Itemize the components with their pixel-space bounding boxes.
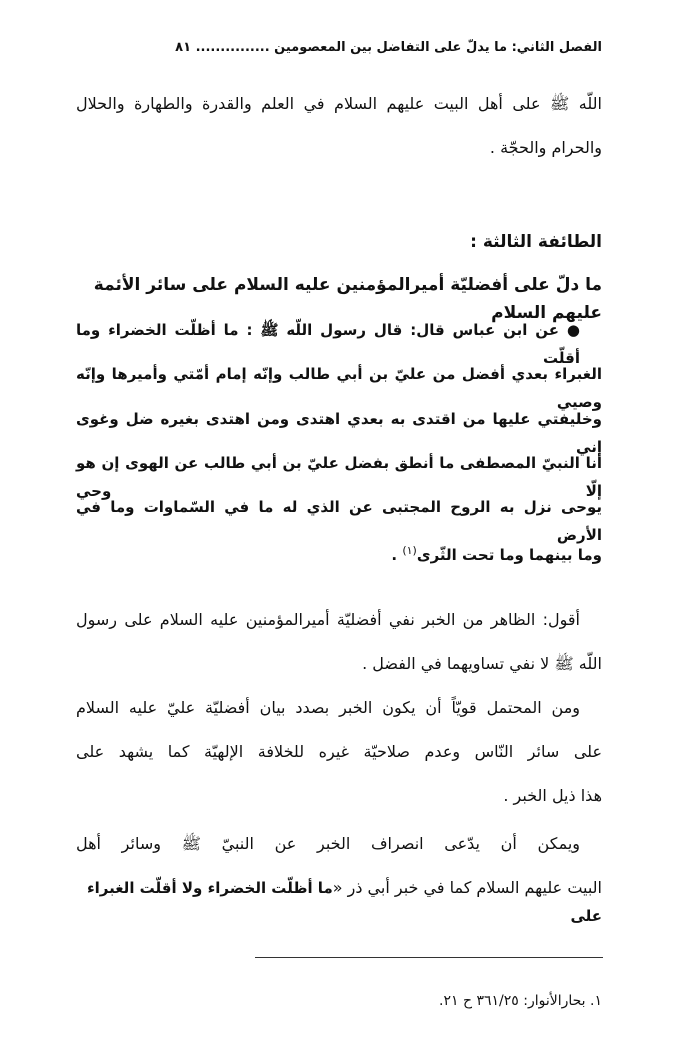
section-title: ما دلّ على أفضليّة أميرالمؤمنين عليه السلام على سائر الأئمة عليهم السلام [93,275,602,323]
footnote: ١. بحارالأنوار: ٣٦١/٢٥ ح ٢١. [439,993,602,1009]
chapter-title: الفصل الثاني: ما يدلّ على التفاضل بين المعصومين [274,40,602,55]
page-number: ٨١ [175,40,192,55]
body-line-mixed [76,874,602,930]
footnote-ref[interactable]: (١) [402,544,417,557]
hadith-line: يوحى نزل به الروح المجتبى عن الذي له ما في السّماوات وما في الأرض [76,498,602,544]
hadith-line: وخليفتي عليها من اقتدى به بعدي اهتدى ومن اهتدى بغيره ضل وغوى إني [76,410,602,456]
body-line: أقول: الظاهر من الخبر نفي أفضليّة أميرالمؤمنين عليه السلام على رسول [76,610,580,629]
body-line: اللّه ﷺ على أهل البيت عليهم السلام في العلم والقدرة والطهارة والحلال [76,94,602,113]
hadith-last-line [76,537,602,569]
body-line: ويمكن أن يدّعى انصراف الخبر عن النبيّ ﷺ وسائر أهل [76,834,580,853]
bold-quote: ما أظلّت الخضراء ولا أقلّت الغبراء على [86,879,602,925]
hadith-end: . [391,546,398,564]
section-heading: الطائفة الثالثة : [470,232,602,252]
footnote-divider [255,957,603,958]
hadith-line: أنا النبيّ المصطفى ما أنطق بفضل عليّ بن أبي طالب عن الهوى إن هو إلّا وحي [76,454,602,500]
hadith-line: ● عن ابن عباس قال: قال رسول اللّه ﷺ : ما أظلّت الخضراء وما أقلّت [76,321,580,367]
body-text: البيت عليهم السلام كما في خبر أبي ذر « [332,878,602,897]
running-header [76,34,602,62]
body-line: اللّه ﷺ لا نفي تساويهما في الفضل . [362,654,602,673]
hadith-line: الغبراء بعدي أفضل من عليّ بن أبي طالب وإنّه إمام أمّتي وأميرها وإنّه وصيي [76,365,602,411]
body-line: هذا ذيل الخبر . [503,786,602,805]
body-line: ومن المحتمل قويّاً أن يكون الخبر بصدد بيان أفضليّة عليّ عليه السلام [76,698,580,717]
hadith-line: وما بينهما وما تحت الثّرى [416,546,602,564]
body-line: على سائر النّاس وعدم صلاحيّة غيره للخلافة الإلهيّة كما يشهد على [76,742,602,761]
body-line: والحرام والحجّة . [489,138,602,157]
header-leader: ............... [195,40,270,55]
